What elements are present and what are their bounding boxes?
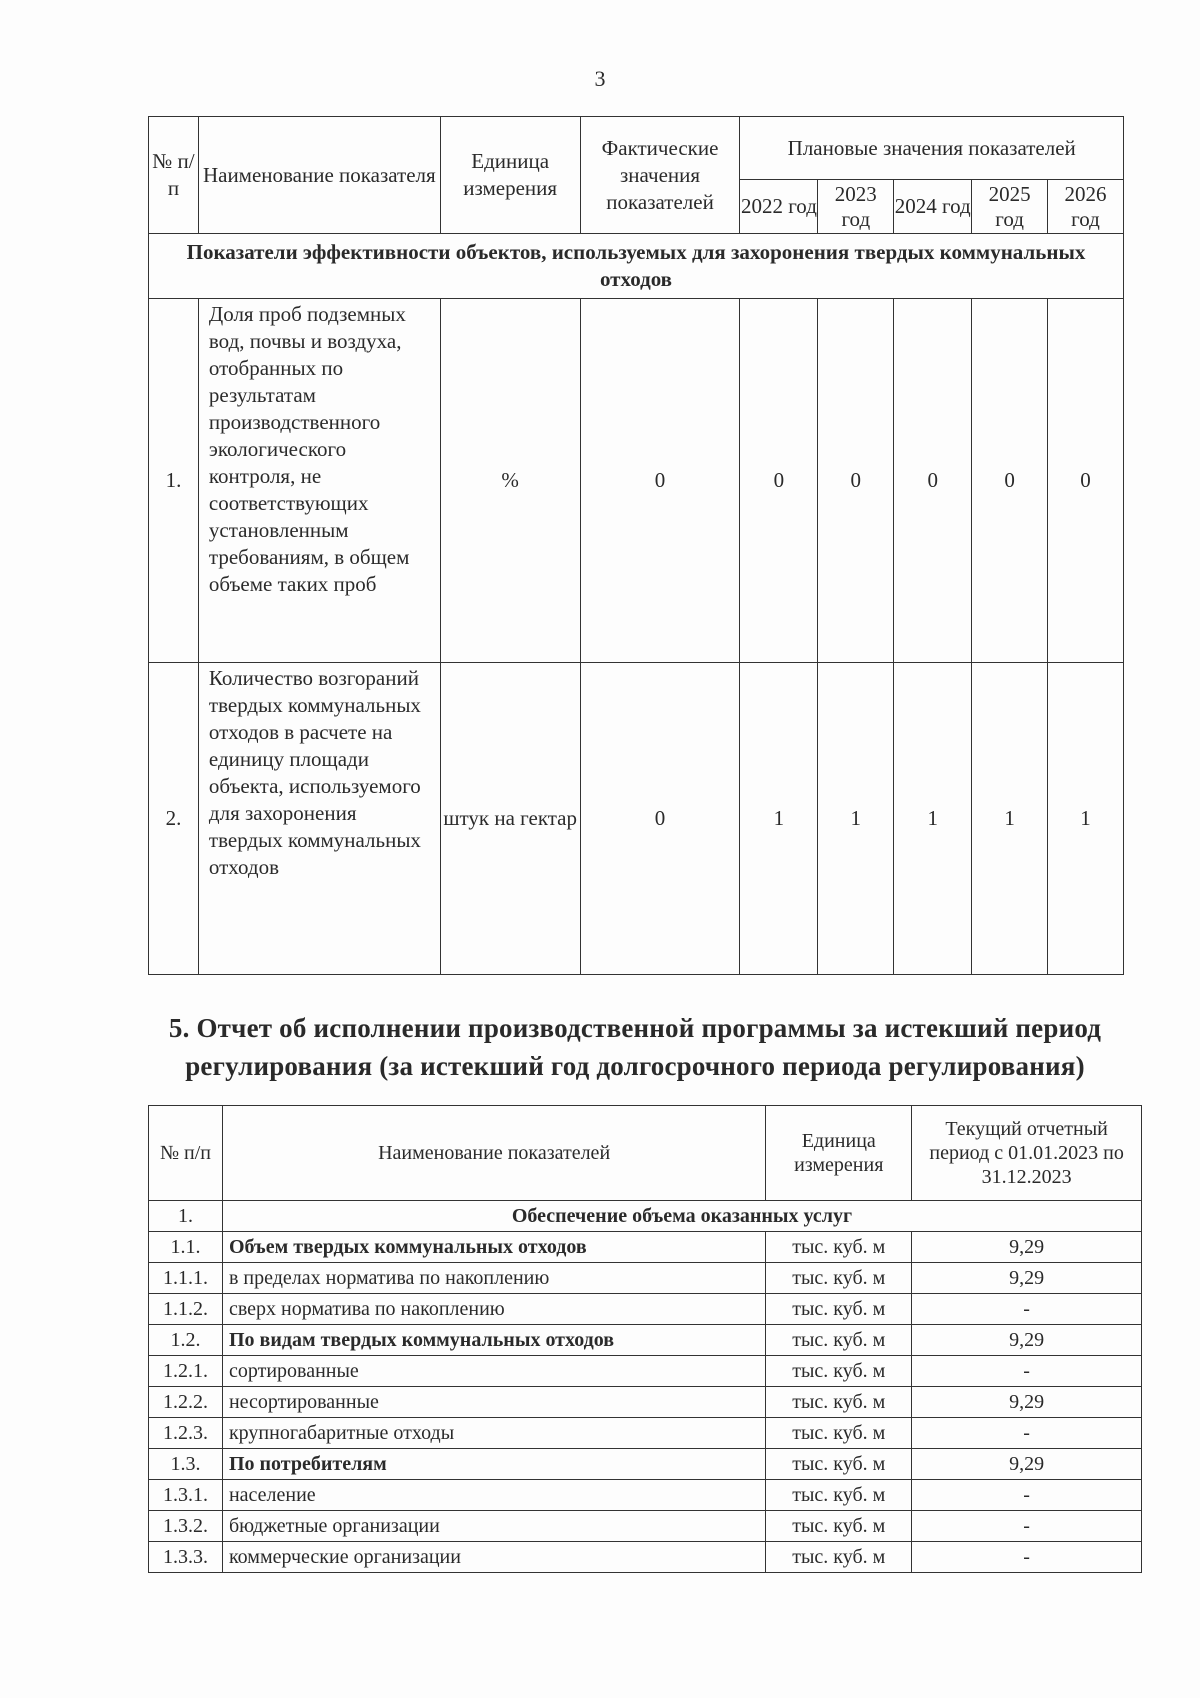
- row-value: 9,29: [912, 1449, 1142, 1480]
- page-number: 3: [594, 66, 606, 91]
- row-num: 1.3.3.: [149, 1542, 223, 1573]
- row-plan-value: 1: [740, 663, 818, 975]
- row-plan-value: 1: [894, 663, 972, 975]
- row-plan-value: 0: [740, 299, 818, 663]
- section-5-heading: 5. Отчет об исполнении производственной программы за истекший период регулирования (за истекший год долгосрочного периода регулирования): [168, 1013, 1102, 1081]
- table-row: [149, 663, 1124, 975]
- row-num: 1.1.1.: [149, 1263, 223, 1294]
- row-unit: тыс. куб. м: [766, 1232, 912, 1263]
- row-num: 1.: [149, 299, 199, 663]
- row-num: 1.1.: [149, 1232, 223, 1263]
- header-planned: Плановые значения показателей: [740, 117, 1124, 180]
- header-year: 2024 год: [894, 180, 972, 234]
- row-actual: 0: [580, 299, 740, 663]
- row-num: 1.3.: [149, 1449, 223, 1480]
- row-num: 1.2.2.: [149, 1387, 223, 1418]
- row-plan-value: 1: [818, 663, 894, 975]
- header-actual: Фактические значения показателей: [580, 117, 740, 234]
- table-row: [149, 1449, 1142, 1480]
- row-unit: тыс. куб. м: [766, 1480, 912, 1511]
- section-title: Показатели эффективности объектов, используемых для захоронения твердых коммунальных отходов: [149, 234, 1124, 299]
- row-value: -: [912, 1480, 1142, 1511]
- row-unit: тыс. куб. м: [766, 1511, 912, 1542]
- table-row: [149, 1294, 1142, 1325]
- row-value: -: [912, 1356, 1142, 1387]
- table-row: [149, 1480, 1142, 1511]
- table-row: [149, 1542, 1142, 1573]
- row-unit: тыс. куб. м: [766, 1542, 912, 1573]
- row-unit: тыс. куб. м: [766, 1294, 912, 1325]
- row-value: 9,29: [912, 1387, 1142, 1418]
- row-unit: тыс. куб. м: [766, 1387, 912, 1418]
- table-row: [149, 1418, 1142, 1449]
- row-name: Доля проб подземных вод, почвы и воздуха, отобранных по результатам производственного экологического контроля, не соответствующих установленным требованиям, в общем объеме таких проб: [198, 299, 440, 663]
- table-header-row: [149, 1106, 1142, 1201]
- header-unit: Единица измерения: [766, 1106, 912, 1201]
- row-name: коммерческие организации: [222, 1542, 765, 1573]
- header-num: № п/п: [149, 1106, 223, 1201]
- header-year: 2025 год: [972, 180, 1048, 234]
- table-row: [149, 1232, 1142, 1263]
- row-name: в пределах норматива по накоплению: [222, 1263, 765, 1294]
- header-unit: Единица измерения: [440, 117, 580, 234]
- row-unit: тыс. куб. м: [766, 1356, 912, 1387]
- row-name: По видам твердых коммунальных отходов: [222, 1325, 765, 1356]
- efficiency-indicators-table: [148, 116, 1124, 975]
- row-value: -: [912, 1542, 1142, 1573]
- table-body: [149, 1232, 1142, 1573]
- row-name: По потребителям: [222, 1449, 765, 1480]
- row-name: крупногабаритные отходы: [222, 1418, 765, 1449]
- row-value: 9,29: [912, 1232, 1142, 1263]
- row-num: 1.2.: [149, 1325, 223, 1356]
- row-value: -: [912, 1511, 1142, 1542]
- row-plan-value: 0: [894, 299, 972, 663]
- header-year: 2026 год: [1048, 180, 1124, 234]
- header-name: Наименование показателей: [222, 1106, 765, 1201]
- row-unit: тыс. куб. м: [766, 1418, 912, 1449]
- row-plan-value: 0: [1048, 299, 1124, 663]
- row-unit: тыс. куб. м: [766, 1325, 912, 1356]
- row-num: 1.3.1.: [149, 1480, 223, 1511]
- row-name: население: [222, 1480, 765, 1511]
- header-year: 2022 год: [740, 180, 818, 234]
- row-plan-value: 0: [818, 299, 894, 663]
- row-unit: тыс. куб. м: [766, 1263, 912, 1294]
- row-value: -: [912, 1294, 1142, 1325]
- row-value: -: [912, 1418, 1142, 1449]
- table-row: [149, 1511, 1142, 1542]
- production-program-report-table: [148, 1105, 1142, 1573]
- table-row: [149, 1263, 1142, 1294]
- row-unit: тыс. куб. м: [766, 1449, 912, 1480]
- row-num: 1.1.2.: [149, 1294, 223, 1325]
- row-num: 1.2.1.: [149, 1356, 223, 1387]
- table-row: [149, 1325, 1142, 1356]
- row-name: бюджетные организации: [222, 1511, 765, 1542]
- table-row: [149, 1387, 1142, 1418]
- row-name: сортированные: [222, 1356, 765, 1387]
- row-num: 1.2.3.: [149, 1418, 223, 1449]
- row-value: 9,29: [912, 1325, 1142, 1356]
- row-name: сверх норматива по накоплению: [222, 1294, 765, 1325]
- row-unit: штук на гектар: [440, 663, 580, 975]
- row-actual: 0: [580, 663, 740, 975]
- section-row: [149, 234, 1124, 299]
- table-row: [149, 1356, 1142, 1387]
- header-year: 2023 год: [818, 180, 894, 234]
- row-value: 9,29: [912, 1263, 1142, 1294]
- row-num: 2.: [149, 663, 199, 975]
- row-plan-value: 1: [972, 663, 1048, 975]
- header-name: Наименование показателя: [198, 117, 440, 234]
- row-unit: %: [440, 299, 580, 663]
- table-header-row: [149, 117, 1124, 180]
- header-num: № п/ п: [149, 117, 199, 234]
- section-title: Обеспечение объема оказанных услуг: [222, 1201, 1141, 1232]
- header-period: Текущий отчетный период с 01.01.2023 по 31.12.2023: [912, 1106, 1142, 1201]
- row-name: Количество возгораний твердых коммунальных отходов в расчете на единицу площади объекта, используемого для захоронения твердых коммунальных отходов: [198, 663, 440, 975]
- section-num: 1.: [149, 1201, 223, 1232]
- row-name: несортированные: [222, 1387, 765, 1418]
- row-plan-value: 1: [1048, 663, 1124, 975]
- row-name: Объем твердых коммунальных отходов: [222, 1232, 765, 1263]
- row-num: 1.3.2.: [149, 1511, 223, 1542]
- table-row: [149, 299, 1124, 663]
- row-plan-value: 0: [972, 299, 1048, 663]
- section-row: [149, 1201, 1142, 1232]
